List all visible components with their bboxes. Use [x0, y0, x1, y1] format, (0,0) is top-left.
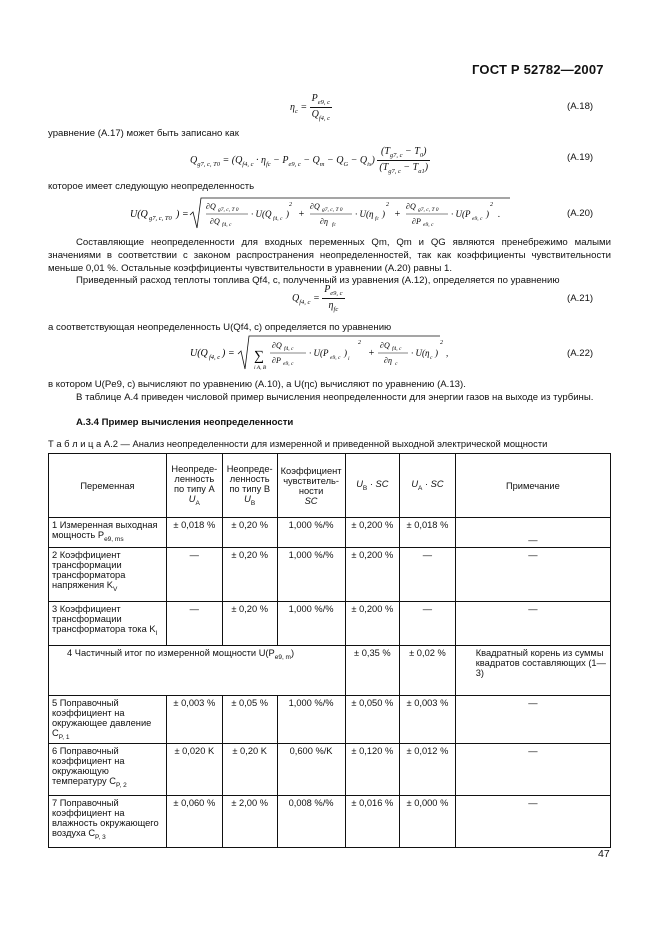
svg-text:∂Q: ∂Q [210, 217, 220, 226]
cell-type-a: — [166, 548, 222, 602]
equation-a22-graphic [190, 333, 460, 373]
svg-text:+: + [368, 348, 375, 359]
equation-a18: $\eta_c$ = $\frac{P_{e9, c}}{Q_{f4, c}}$ [290, 93, 331, 122]
svg-text:∂P: ∂P [412, 217, 421, 226]
cell-sensitivity: 0,008 %/% [277, 795, 345, 847]
cell-subtotal-label: 4 Частичный итог по измеренной мощности $U(P_{e9, m})$ [49, 646, 346, 696]
svg-text:f4, c: f4, c [273, 216, 283, 222]
svg-text:∂η: ∂η [320, 217, 328, 226]
svg-text:.: . [498, 209, 501, 219]
equation-number-a18: (А.18) [567, 101, 594, 112]
header-ub-sc: $U_B$ · SC [345, 454, 400, 518]
cell-note: — [455, 548, 610, 602]
cell-sensitivity: 1,000 %/% [277, 518, 345, 548]
text-a22: а соответствующая неопределенность U(Qf4, c) определяется по уравнению [48, 322, 392, 333]
table-row [49, 743, 611, 795]
cell-type-a: ± 0,018 % [166, 518, 222, 548]
svg-text:g7, c, T 0: g7, c, T 0 [418, 207, 439, 213]
paragraph-fuel-heat: Приведенный расход теплоты топлива Qf4, c, полученный из уравнения (А.12), определяется по уравнению [76, 275, 560, 286]
table-row [49, 795, 611, 847]
svg-text:fc: fc [375, 216, 379, 222]
cell-sensitivity: 1,000 %/% [277, 696, 345, 744]
equation-number-a21: (А.21) [567, 293, 594, 304]
header-sensitivity: Коэффициент чувствитель-ности SC [277, 454, 345, 518]
svg-text:f4, c: f4, c [222, 222, 232, 228]
svg-text:,: , [446, 348, 449, 358]
svg-text:f4, c: f4, c [209, 354, 221, 361]
equation-a20-graphic [130, 196, 510, 230]
svg-text:∑: ∑ [254, 349, 264, 364]
header-type-b: Неопреде-ленность по типу В $U_B$ [222, 454, 277, 518]
cell-ua-sc: ± 0,003 % [400, 696, 456, 744]
svg-text:+: + [298, 209, 305, 220]
svg-text:i A, B: i A, B [254, 365, 267, 371]
cell-note: — [455, 743, 610, 795]
equation-a21: $Q_{f4, c}$ = $\frac{P_{e9, c}}{\eta_{fc}}$ [292, 284, 343, 313]
cell-ua-sc: ± 0,012 % [400, 743, 456, 795]
svg-text:f4, c: f4, c [392, 346, 402, 352]
cell-note: — [455, 518, 610, 548]
svg-text:∂Q: ∂Q [272, 341, 282, 350]
table-row [49, 548, 611, 602]
text-uncertainty: которое имеет следующую неопределенность [48, 181, 255, 192]
cell-ua-sc: ± 0,018 % [400, 518, 456, 548]
svg-text:· U(P: · U(P [451, 209, 471, 219]
header-note: Примечание [455, 454, 610, 518]
header-ua-sc: $U_A$ · SC [400, 454, 456, 518]
cell-ua-sc: ± 0,02 % [400, 646, 456, 696]
svg-text:e9, c: e9, c [472, 216, 483, 222]
table-row [49, 696, 611, 744]
equation-number-a20: (А.20) [567, 208, 594, 219]
svg-text:· U(Q: · U(Q [251, 209, 272, 219]
svg-text:· U(η: · U(η [411, 348, 430, 358]
svg-text:): ) [344, 348, 347, 358]
cell-variable: 3 Коэффициент трансформации трансформатора тока $K_I$ [49, 602, 167, 646]
cell-note: — [455, 795, 610, 847]
svg-text:fc: fc [332, 222, 336, 228]
table-header-row [49, 454, 611, 518]
svg-text:f4, c: f4, c [284, 346, 294, 352]
equation-number-a19: (А.19) [567, 152, 594, 163]
svg-text:e9, c: e9, c [283, 361, 294, 367]
svg-text:2: 2 [490, 202, 493, 208]
cell-ub-sc: ± 0,016 % [345, 795, 400, 847]
cell-ua-sc: — [400, 548, 456, 602]
header-type-a: Неопреде-ленность по типу А $U_A$ [166, 454, 222, 518]
cell-note: — [455, 602, 610, 646]
document-header: ГОСТ Р 52782—2007 [472, 62, 604, 77]
cell-type-b: ± 0,20 % [222, 518, 277, 548]
section-heading: А.3.4 Пример вычисления неопределенности [76, 417, 294, 428]
svg-text:c: c [430, 355, 433, 361]
cell-variable: 5 Поправочный коэффициент на окружающее давление $C_{P, 1}$ [49, 696, 167, 744]
table-caption: Т а б л и ц а А.2 — Анализ неопределенности для измеренной и приведенной выходной электрической мощности [48, 438, 548, 449]
svg-text:) =: ) = [176, 209, 189, 220]
cell-ua-sc: ± 0,000 % [400, 795, 456, 847]
cell-variable: 2 Коэффициент трансформации трансформатора напряжения $K_V$ [49, 548, 167, 602]
cell-ub-sc: ± 0,200 % [345, 518, 400, 548]
cell-note: Квадратный корень из суммы квадратов составляющих (1—3) [455, 646, 610, 696]
svg-text:c: c [395, 361, 398, 367]
svg-text:g7, c, T0: g7, c, T0 [149, 215, 172, 222]
svg-text:∂Q: ∂Q [406, 202, 416, 211]
cell-variable: 1 Измеренная выходная мощность $P_{e9, ms}$ [49, 518, 167, 548]
table-row-subtotal [49, 646, 611, 696]
cell-ub-sc: ± 0,200 % [345, 548, 400, 602]
svg-text:∂P: ∂P [272, 356, 281, 365]
equation-number-a22: (А.22) [567, 348, 594, 359]
svg-text:U(Q: U(Q [190, 348, 208, 359]
cell-type-b: ± 0,20 % [222, 602, 277, 646]
svg-text:∂Q: ∂Q [380, 341, 390, 350]
cell-variable: 7 Поправочный коэффициент на влажность окружающего воздуха $C_{P, 3}$ [49, 795, 167, 847]
cell-type-a: ± 0,003 % [166, 696, 222, 744]
cell-ub-sc: ± 0,120 % [345, 743, 400, 795]
cell-type-b: ± 2,00 % [222, 795, 277, 847]
cell-type-a: ± 0,060 % [166, 795, 222, 847]
svg-text:2: 2 [358, 340, 361, 346]
svg-text:∂Q: ∂Q [310, 202, 320, 211]
svg-text:2: 2 [386, 202, 389, 208]
table-row [49, 602, 611, 646]
table-row [49, 518, 611, 548]
svg-text:e9, c: e9, c [423, 222, 434, 228]
svg-text:2: 2 [440, 340, 443, 346]
svg-text:∂η: ∂η [384, 356, 392, 365]
svg-text:e9, c: e9, c [330, 355, 341, 361]
cell-type-a: ± 0,020 K [166, 743, 222, 795]
paragraph-calc-ref: в котором U(Pe9, c) вычисляют по уравнению (А.10), а U(ηc) вычисляют по уравнению (А.13). [48, 379, 466, 390]
svg-text:2: 2 [289, 202, 292, 208]
paragraph-negligible: Составляющие неопределенности для входных переменных Qm, Qm и QG являются пренебрежимо малыми значениями в соответствии с законом распространения неопределенностей, так как коэффициенты чувствительности меньше 0,01 %. Остальные коэффициенты чувствительности в уравнении (А.20) равны 1. [48, 237, 611, 274]
svg-text:· U(P: · U(P [309, 348, 329, 358]
svg-text:∂Q: ∂Q [206, 202, 216, 211]
svg-text:): ) [286, 209, 289, 219]
cell-sensitivity: 1,000 %/% [277, 548, 345, 602]
paragraph-table-ref: В таблице А.4 приведен числовой пример вычисления неопределенности для энергии газов на выходе из турбины. [76, 392, 594, 403]
svg-text:): ) [435, 348, 438, 358]
cell-type-b: ± 0,20 K [222, 743, 277, 795]
page-number: 47 [598, 848, 610, 860]
cell-ub-sc: ± 0,050 % [345, 696, 400, 744]
uncertainty-table [48, 453, 611, 848]
header-variable: Переменная [49, 454, 167, 518]
text-a17: уравнение (А.17) может быть записано как [48, 128, 239, 139]
svg-text:) =: ) = [222, 348, 235, 359]
cell-sensitivity: 0,600 %/K [277, 743, 345, 795]
cell-type-b: ± 0,05 % [222, 696, 277, 744]
svg-text:+: + [394, 209, 401, 220]
cell-type-b: ± 0,20 % [222, 548, 277, 602]
equation-a19: $Q_{g7, c, T0} = (Q_{f4, c} \cdot \eta_{fc} - P_{e9, c} - Q_m - Q_G - Q_{is})$ $\frac{(T_{g7, c} - T_0)}{(T_{g7, c} - T_{a1})}$ [190, 146, 429, 175]
cell-note: — [455, 696, 610, 744]
svg-text:g7, c, T 0: g7, c, T 0 [322, 207, 343, 213]
svg-text:): ) [486, 209, 489, 219]
cell-variable: 6 Поправочный коэффициент на окружающую температуру $C_{P, 2}$ [49, 743, 167, 795]
cell-ub-sc: ± 0,35 % [345, 646, 400, 696]
svg-text:): ) [382, 209, 385, 219]
cell-type-a: — [166, 602, 222, 646]
cell-ua-sc: — [400, 602, 456, 646]
cell-sensitivity: 1,000 %/% [277, 602, 345, 646]
svg-text:U(Q: U(Q [130, 209, 148, 220]
cell-ub-sc: ± 0,200 % [345, 602, 400, 646]
svg-text:i: i [348, 356, 350, 362]
svg-text:· U(η: · U(η [355, 209, 374, 219]
svg-text:g7, c, T 0: g7, c, T 0 [218, 207, 239, 213]
